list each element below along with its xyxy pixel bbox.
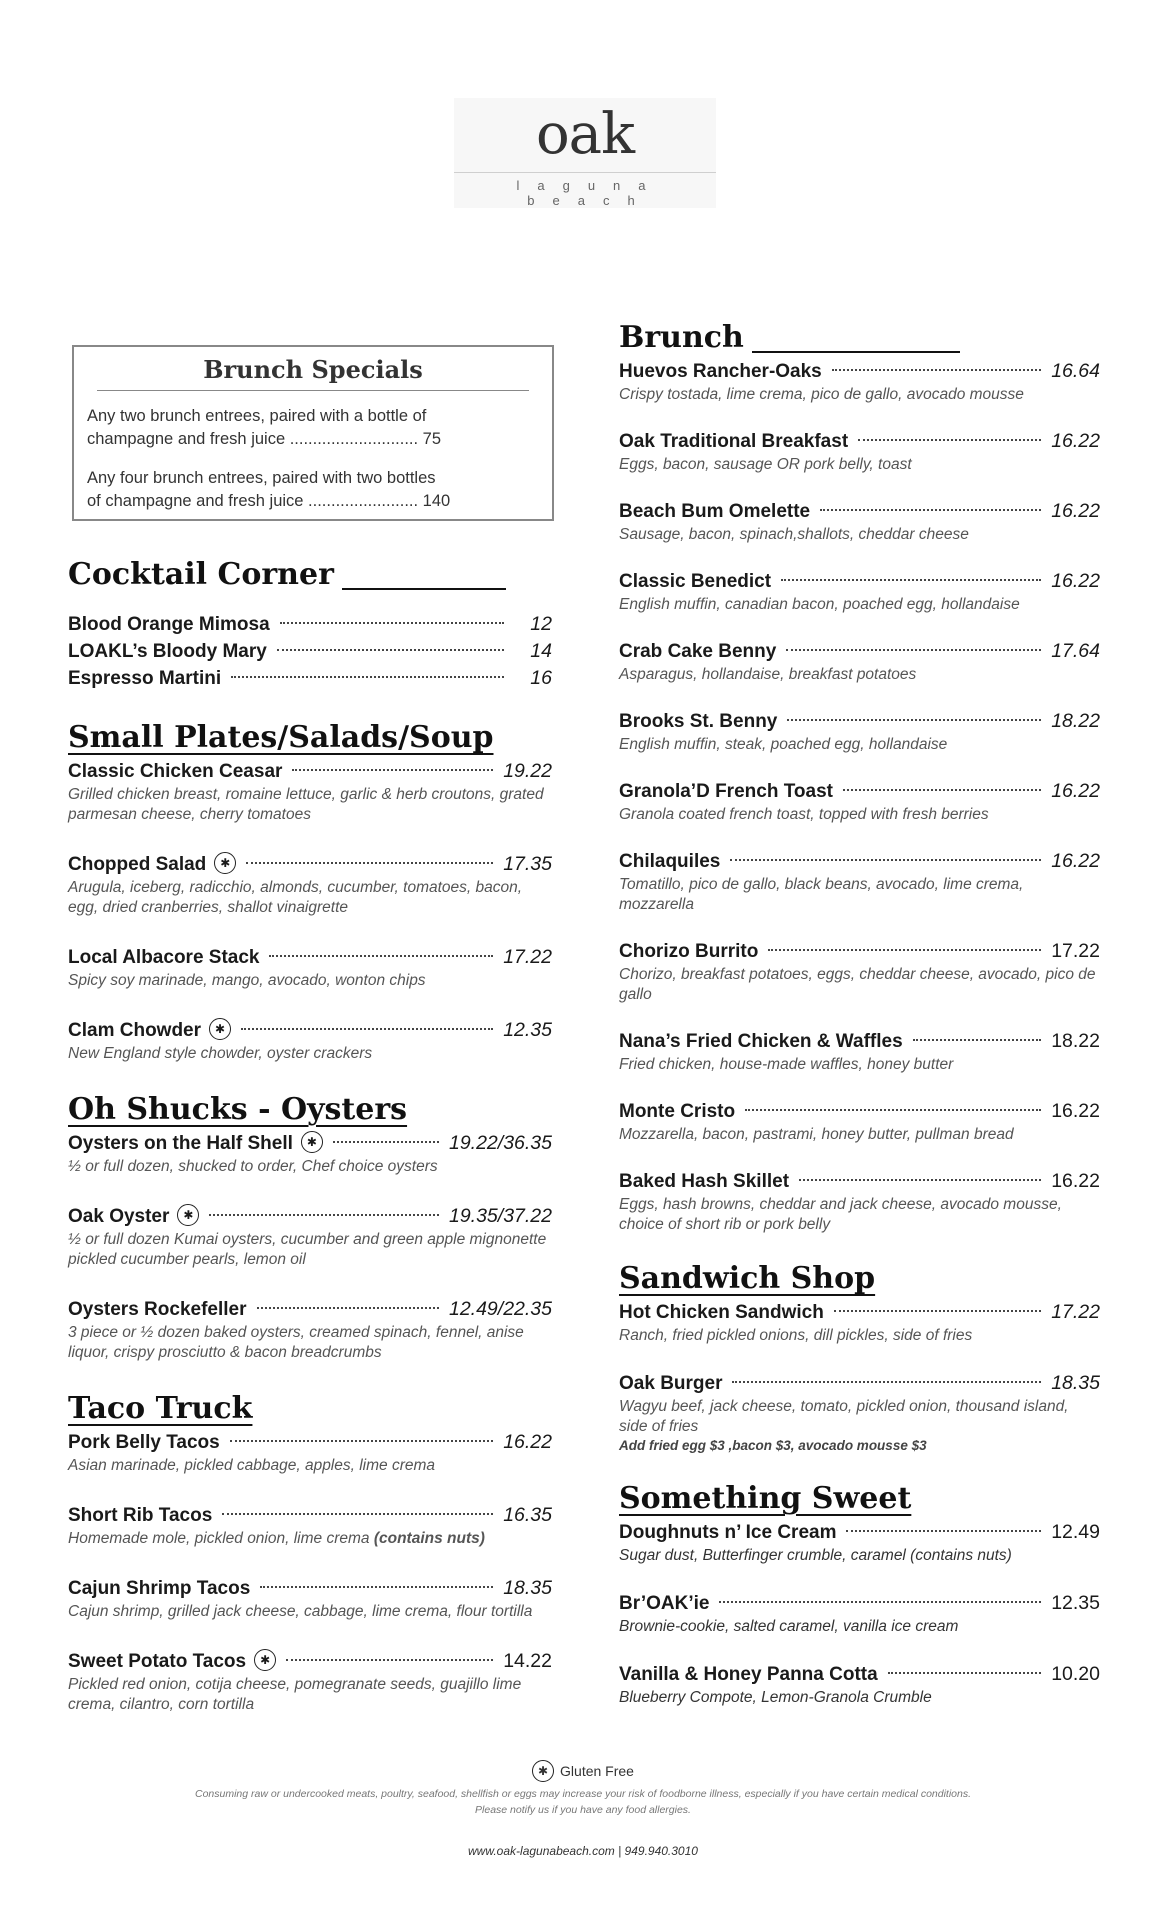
item-description: Asparagus, hollandaise, breakfast potatoes — [619, 666, 917, 683]
item-name: Oysters on the Half Shell — [68, 1133, 293, 1154]
menu-item — [619, 428, 1100, 475]
section-taco-truck — [68, 1389, 552, 1715]
item-price: 12.49 — [1051, 1521, 1100, 1543]
menu-item — [68, 944, 552, 991]
item-price: 17.22 — [503, 946, 552, 968]
leader-dots — [786, 649, 1041, 651]
item-description: Sugar dust, Butterfinger crumble, caramel (contains nuts) — [619, 1547, 1012, 1564]
menu-item — [619, 1098, 1100, 1145]
item-price: 16.22 — [1051, 780, 1100, 802]
leader-dots — [246, 862, 493, 864]
item-name: Granola’D French Toast — [619, 781, 833, 802]
gluten-free-icon: ✱ — [532, 1760, 554, 1782]
item-name: Short Rib Tacos — [68, 1505, 213, 1526]
leader-dots — [745, 1109, 1041, 1111]
item-name: Huevos Rancher-Oaks — [619, 361, 822, 382]
title-rule — [752, 351, 960, 353]
allergy-notice: Please notify us if you have any food allergies. — [475, 1804, 691, 1816]
menu-item — [68, 1429, 552, 1476]
item-price: 12.49/22.35 — [448, 1298, 552, 1320]
item-price: 19.22/36.35 — [448, 1132, 552, 1154]
leader-dots — [781, 579, 1041, 581]
item-name: Oak Traditional Breakfast — [619, 431, 849, 452]
item-name: Oak Oyster — [68, 1206, 170, 1227]
special-offer-line: Any two brunch entrees, paired with a bottle of — [87, 407, 427, 425]
item-price: 18.22 — [1051, 1030, 1100, 1052]
menu-item — [619, 568, 1100, 615]
item-price: 16 — [530, 667, 552, 689]
cocktail-list — [68, 611, 552, 692]
special-offer — [87, 405, 539, 451]
leader-dots — [269, 955, 493, 957]
menu-footer — [0, 1760, 1166, 1858]
item-name: Chilaquiles — [619, 851, 721, 872]
menu-item — [619, 1590, 1100, 1637]
logo-wordmark: oak — [535, 102, 635, 167]
item-name: LOAKL’s Bloody Mary — [68, 641, 267, 662]
leader-dots — [280, 622, 504, 624]
item-description: Fried chicken, house-made waffles, honey butter — [619, 1056, 954, 1073]
item-name: Brooks St. Benny — [619, 711, 778, 732]
item-name: Br’OAK’ie — [619, 1593, 710, 1614]
item-price: 17.64 — [1051, 640, 1100, 662]
item-name: Vanilla & Honey Panna Cotta — [619, 1664, 878, 1685]
item-name: Baked Hash Skillet — [619, 1171, 790, 1192]
menu-item — [619, 938, 1100, 1005]
gluten-free-icon: ✱ — [209, 1018, 231, 1040]
item-name: Nana’s Fried Chicken & Waffles — [619, 1031, 903, 1052]
section-brunch — [619, 318, 1100, 1235]
leader-dots — [846, 1530, 1041, 1532]
item-description: Blueberry Compote, Lemon-Granola Crumble — [619, 1689, 932, 1706]
menu-item — [68, 1575, 552, 1622]
item-price: 10.20 — [1051, 1663, 1100, 1685]
section-title: Sandwich Shop — [619, 1261, 876, 1296]
logo-subtitle: laguna beach — [516, 178, 664, 208]
section-oysters — [68, 1090, 552, 1363]
leader-dots — [292, 769, 493, 771]
allergen-note: (contains nuts) — [373, 1530, 485, 1547]
leader-dots — [286, 1659, 493, 1661]
leader-dots — [730, 859, 1041, 861]
leader-dots — [732, 1381, 1041, 1383]
item-price: 16.35 — [503, 1504, 552, 1526]
item-description: Arugula, iceberg, radicchio, almonds, cucumber, tomatoes, bacon, egg, dried cranberries, shallot vinaigrette — [68, 879, 523, 916]
menu-item — [68, 611, 552, 638]
menu-item — [68, 1130, 552, 1177]
menu-item — [68, 851, 552, 918]
leader-dots — [230, 1440, 493, 1442]
section-title: Oh Shucks - Oysters — [68, 1092, 408, 1127]
gluten-free-icon: ✱ — [177, 1204, 199, 1226]
leader-dots — [333, 1141, 439, 1143]
item-description: Cajun shrimp, grilled jack cheese, cabbage, lime crema, flour tortilla — [68, 1603, 533, 1620]
section-title — [68, 555, 506, 595]
item-price: 19.35/37.22 — [448, 1205, 552, 1227]
leader-dots — [858, 439, 1041, 441]
item-price: 16.64 — [1051, 360, 1100, 382]
menu-left-column — [68, 555, 552, 1715]
item-description: 3 piece or ½ dozen baked oysters, creamed spinach, fennel, anise liquor, crispy prosciutto & bacon breadcrumbs — [68, 1324, 524, 1361]
item-price: 18.35 — [1051, 1372, 1100, 1394]
menu-item — [619, 638, 1100, 685]
item-description: Brownie-cookie, salted caramel, vanilla ice cream — [619, 1618, 959, 1635]
menu-item — [68, 665, 552, 692]
item-price: 16.22 — [1051, 1100, 1100, 1122]
section-title: Small Plates/Salads/Soup — [68, 720, 494, 755]
item-description: Eggs, hash browns, cheddar and jack cheese, avocado mousse, choice of short rib or pork belly — [619, 1196, 1062, 1233]
menu-item — [619, 1168, 1100, 1235]
gluten-free-icon: ✱ — [301, 1131, 323, 1153]
item-description: Asian marinade, pickled cabbage, apples, lime crema — [68, 1457, 436, 1474]
item-description: ½ or full dozen, shucked to order, Chef choice oysters — [68, 1158, 438, 1175]
item-name: Clam Chowder — [68, 1020, 202, 1041]
item-name: Hot Chicken Sandwich — [619, 1302, 824, 1323]
menu-item — [68, 1502, 552, 1549]
item-name: Pork Belly Tacos — [68, 1432, 220, 1453]
item-description: Ranch, fried pickled onions, dill pickles, side of fries — [619, 1327, 973, 1344]
item-price: 16.22 — [1051, 430, 1100, 452]
item-description: Grilled chicken breast, romaine lettuce, garlic & herb croutons, grated parmesan cheese, cherry tomatoes — [68, 786, 544, 823]
section-something-sweet — [619, 1479, 1100, 1708]
leader-dots — [277, 649, 504, 651]
item-name: Cajun Shrimp Tacos — [68, 1578, 251, 1599]
item-description: Sausage, bacon, spinach,shallots, cheddar cheese — [619, 526, 969, 543]
item-description: Tomatillo, pico de gallo, black beans, avocado, lime crema, mozzarella — [619, 876, 1024, 913]
item-name: Classic Chicken Ceasar — [68, 761, 283, 782]
item-description: ½ or full dozen Kumai oysters, cucumber and green apple mignonette pickled cucumber pearls, lemon oil — [68, 1231, 547, 1268]
leader-dots — [820, 509, 1041, 511]
menu-item — [619, 708, 1100, 755]
menu-item — [619, 1370, 1100, 1455]
specials-divider — [97, 390, 529, 391]
item-name: Oak Burger — [619, 1373, 723, 1394]
leader-dots — [231, 676, 504, 678]
item-description: Granola coated french toast, topped with fresh berries — [619, 806, 989, 823]
special-offer-line: champagne and fresh juice ............................ 75 — [87, 430, 442, 448]
item-price: 12.35 — [1051, 1592, 1100, 1614]
section-cocktail-corner — [68, 555, 552, 692]
menu-item — [68, 1203, 552, 1270]
item-name: Monte Cristo — [619, 1101, 736, 1122]
item-description-text: Homemade mole, pickled onion, lime crema — [68, 1530, 370, 1547]
item-description: Spicy soy marinade, mango, avocado, wonton chips — [68, 972, 426, 989]
menu-item — [619, 1661, 1100, 1708]
gluten-free-legend — [0, 1760, 1166, 1782]
item-description: Crispy tostada, lime crema, pico de gallo, avocado mousse — [619, 386, 1024, 403]
brunch-specials-box — [72, 345, 554, 521]
gluten-free-icon: ✱ — [254, 1649, 276, 1671]
item-name: Local Albacore Stack — [68, 947, 260, 968]
item-price: 19.22 — [503, 760, 552, 782]
item-description: Chorizo, breakfast potatoes, eggs, cheddar cheese, avocado, pico de gallo — [619, 966, 1096, 1003]
specials-title: Brunch Specials — [203, 355, 423, 384]
item-price: 18.35 — [503, 1577, 552, 1599]
section-title-text: Brunch — [619, 320, 744, 355]
item-price: 17.22 — [1051, 1301, 1100, 1323]
leader-dots — [241, 1028, 493, 1030]
item-description: Pickled red onion, cotija cheese, pomegranate seeds, guajillo lime crema, cilantro, corn tortilla — [68, 1676, 522, 1713]
item-description: English muffin, steak, poached egg, hollandaise — [619, 736, 948, 753]
health-warning: Consuming raw or undercooked meats, poultry, seafood, shellfish or eggs may increase your risk of foodborne illness, especially if you have certain medical conditions. — [194, 1788, 972, 1800]
menu-item — [619, 848, 1100, 915]
menu-item — [68, 1648, 552, 1715]
leader-dots — [209, 1214, 439, 1216]
menu-item — [619, 1299, 1100, 1346]
item-addons: Add fried egg $3 ,bacon $3, avocado mousse $3 — [619, 1438, 927, 1453]
item-name: Sweet Potato Tacos — [68, 1651, 247, 1672]
menu-item — [68, 638, 552, 665]
section-title: Something Sweet — [619, 1481, 912, 1516]
item-price: 14 — [530, 640, 552, 662]
menu-item — [619, 498, 1100, 545]
item-price: 16.22 — [1051, 1170, 1100, 1192]
item-price: 14.22 — [503, 1650, 552, 1672]
item-description — [68, 1529, 552, 1549]
item-name: Chopped Salad — [68, 854, 207, 875]
item-name: Crab Cake Benny — [619, 641, 777, 662]
leader-dots — [799, 1179, 1041, 1181]
item-name: Beach Bum Omelette — [619, 501, 811, 522]
menu-item — [68, 1017, 552, 1064]
item-price: 16.22 — [1051, 570, 1100, 592]
title-rule — [342, 588, 506, 590]
menu-item — [68, 758, 552, 825]
contact-info: www.oak-lagunabeach.com | 949.940.3010 — [468, 1844, 698, 1858]
item-description: New England style chowder, oyster crackers — [68, 1045, 373, 1062]
special-offer-line: Any four brunch entrees, paired with two bottles — [87, 469, 436, 487]
item-name: Classic Benedict — [619, 571, 772, 592]
item-price: 12 — [530, 613, 552, 635]
leader-dots — [843, 789, 1041, 791]
leader-dots — [787, 719, 1041, 721]
special-offer-line: of champagne and fresh juice ........................ 140 — [87, 492, 451, 510]
item-description: Wagyu beef, jack cheese, tomato, pickled onion, thousand island, side of fries — [619, 1398, 1069, 1435]
item-price: 16.22 — [503, 1431, 552, 1453]
leader-dots — [832, 369, 1041, 371]
legend-label: Gluten Free — [560, 1763, 634, 1779]
item-name: Blood Orange Mimosa — [68, 614, 270, 635]
section-small-plates — [68, 718, 552, 1064]
leader-dots — [719, 1601, 1041, 1603]
item-price: 12.35 — [503, 1019, 552, 1041]
item-name: Espresso Martini — [68, 668, 222, 689]
gluten-free-icon: ✱ — [214, 852, 236, 874]
item-price: 17.35 — [503, 853, 552, 875]
section-title-text: Cocktail Corner — [68, 557, 334, 592]
item-name: Chorizo Burrito — [619, 941, 759, 962]
section-title: Taco Truck — [68, 1391, 253, 1426]
leader-dots — [834, 1310, 1041, 1312]
leader-dots — [768, 949, 1041, 951]
menu-item — [619, 1519, 1100, 1566]
item-price: 17.22 — [1051, 940, 1100, 962]
logo-divider — [454, 172, 716, 173]
item-name: Doughnuts n’ Ice Cream — [619, 1522, 837, 1543]
leader-dots — [913, 1039, 1042, 1041]
menu-item — [619, 358, 1100, 405]
item-name: Oysters Rockefeller — [68, 1299, 247, 1320]
leader-dots — [257, 1307, 439, 1309]
item-price: 16.22 — [1051, 850, 1100, 872]
menu-right-column — [619, 318, 1100, 1708]
item-description: English muffin, canadian bacon, poached egg, hollandaise — [619, 596, 1020, 613]
leader-dots — [260, 1586, 493, 1588]
item-price: 18.22 — [1051, 710, 1100, 732]
special-offer — [87, 467, 539, 513]
item-description: Mozzarella, bacon, pastrami, honey butter, pullman bread — [619, 1126, 1014, 1143]
restaurant-logo — [454, 98, 716, 208]
item-description: Eggs, bacon, sausage OR pork belly, toast — [619, 456, 912, 473]
section-title — [619, 318, 960, 358]
leader-dots — [222, 1513, 493, 1515]
item-price: 16.22 — [1051, 500, 1100, 522]
section-sandwich-shop — [619, 1259, 1100, 1455]
menu-item — [619, 778, 1100, 825]
leader-dots — [888, 1672, 1042, 1674]
menu-item — [68, 1296, 552, 1363]
menu-item — [619, 1028, 1100, 1075]
